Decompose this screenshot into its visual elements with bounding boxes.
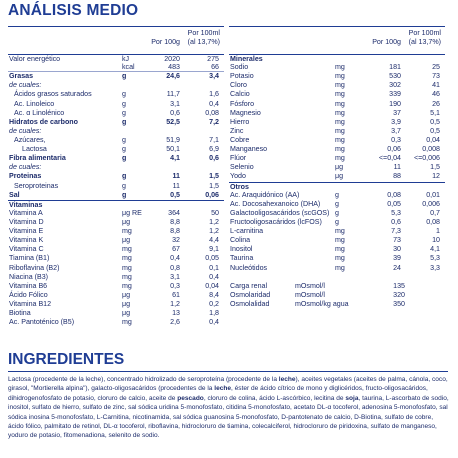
row-value-per-100g: 3,1	[170, 99, 180, 108]
row-value-per-100g: 0,3	[170, 281, 180, 290]
row-unit: μg	[122, 309, 131, 318]
row-unit: g	[122, 181, 126, 190]
row-name: Potasio	[230, 72, 254, 81]
row-value-per-100ml: 5,3	[430, 254, 440, 263]
row-value-per-100g: 13	[172, 309, 180, 318]
row-value-per-100g: 88	[393, 172, 401, 181]
table-header	[229, 26, 445, 54]
row-unit: mg	[335, 236, 345, 245]
row-value-per-100ml: 6,9	[209, 145, 219, 154]
table-row	[8, 54, 224, 63]
row-value-per-100g: 7,3	[391, 227, 401, 236]
row-name: Hidratos de carbono	[9, 117, 78, 126]
ingredients-text	[8, 375, 449, 441]
ingredient-fragment: Lactosa (procedente de la leche), concentrado hidrolizado de seroproteína (procedente de la	[8, 376, 279, 383]
row-name: Ac. Linoleico	[14, 99, 55, 108]
table-row	[8, 245, 224, 254]
table-row	[229, 90, 445, 99]
row-name: Fructooligosacáridos (lcFOS)	[230, 217, 322, 226]
row-value-per-100g: 135	[393, 281, 405, 290]
row-unit: g	[122, 190, 127, 199]
row-name: Hierro	[230, 117, 250, 126]
row-unit: μg RE	[122, 208, 142, 217]
row-name: Fósforo	[230, 99, 255, 108]
row-name: Vitamina B6	[9, 281, 48, 290]
header-per-100g: Por 100g	[151, 38, 180, 46]
row-value-per-100g: 8,8	[170, 227, 180, 236]
row-value-per-100ml: 1	[436, 227, 440, 236]
row-value-per-100ml: 1,2	[209, 227, 219, 236]
table-row	[229, 127, 445, 136]
nutrition-table-left	[8, 26, 224, 327]
table-row	[8, 309, 224, 318]
row-value-per-100ml: 1,2	[209, 217, 219, 226]
row-name: Yodo	[230, 172, 246, 181]
ingredient-fragment: , taurina, L-ascorbato de sodio, inositol, sulfato de hierro, sulfato de zinc, sal sódica uridina 5-monofosfato, citidina 5-monofosfato, acetato DL-α tocoferol, adenosina 5-monofosfato, sal sódica inosina 5-monofosfato, L-Carnitina, nicotinamida, sal sódica guanosina 5-monofosfato, D-pantotenato de calcio, D-Biotina, sulfato de cobre, ácido fólico, palmitato de retinol, DL-α tocoferol, riboflavina, hidrocloruro de tiamina, colecalciferol, hidrocloruro de piridoxina, sulfato de manganeso, yoduro de potasio, fitomenadiona, selenito de sodio.	[8, 394, 449, 440]
row-unit: mg	[335, 99, 345, 108]
row-name: Cloro	[230, 81, 247, 90]
row-name: Vitamina D	[9, 217, 44, 226]
row-value-per-100ml: 7,2	[209, 117, 219, 126]
row-name: Fibra alimentaria	[9, 154, 66, 163]
ingredient-fragment: leche	[214, 385, 232, 393]
ingredients-title: INGREDIENTES	[8, 351, 125, 368]
table-row	[229, 81, 445, 90]
row-value-per-100g: 11	[172, 181, 180, 190]
row-unit: mOsmol/l	[295, 281, 325, 290]
row-unit: mg	[122, 263, 132, 272]
header-per-100g: Por 100g	[372, 38, 401, 46]
row-value-per-100ml: 1,5	[209, 172, 219, 181]
row-value-per-100g: 73	[393, 236, 401, 245]
row-name: Zinc	[230, 126, 244, 135]
ingredient-fragment: soja	[345, 394, 359, 402]
row-value-per-100ml: 0,04	[426, 135, 440, 144]
table-row	[8, 154, 224, 163]
ingredient-fragment: pescado	[177, 394, 204, 402]
row-name: Proteinas	[9, 172, 42, 181]
row-unit: μg	[122, 236, 131, 245]
row-value-per-100ml: 0,06	[205, 190, 219, 199]
row-name: Ácido Fólico	[9, 290, 48, 299]
row-name: Grasas	[9, 72, 34, 81]
table-row	[8, 236, 224, 245]
row-value-per-100g: 2020	[164, 55, 180, 63]
row-value-per-100ml: 275	[207, 55, 219, 63]
row-value-per-100ml: 0,01	[426, 190, 440, 199]
table-row	[229, 63, 445, 72]
row-name: de cuales:	[9, 81, 42, 90]
row-name: Vitamina C	[9, 245, 44, 254]
row-unit: mg	[335, 227, 345, 236]
row-name: Riboflavina (B2)	[9, 263, 60, 272]
row-value-per-100ml: 1,5	[209, 181, 219, 190]
table-row	[8, 254, 224, 263]
row-name: Ácidos grasos saturados	[14, 90, 92, 99]
table-row	[229, 72, 445, 81]
row-value-per-100ml: 4,1	[430, 245, 440, 254]
row-unit: mg	[335, 63, 345, 72]
row-value-per-100g: 24	[393, 263, 401, 272]
row-value-per-100ml: 0,4	[209, 318, 219, 327]
row-name: de cuales:	[9, 126, 42, 135]
row-value-per-100g: 61	[172, 290, 180, 299]
right-rows	[229, 54, 445, 309]
row-value-per-100g: 2,6	[170, 318, 180, 327]
table-row	[8, 318, 224, 327]
table-row	[8, 63, 224, 72]
table-row	[229, 163, 445, 172]
row-value-per-100g: 3,1	[170, 272, 180, 281]
row-value-per-100g: 50,1	[166, 145, 180, 154]
row-name: Colina	[230, 236, 251, 245]
row-value-per-100ml: 0,008	[422, 145, 440, 154]
row-name: Seroproteinas	[14, 181, 59, 190]
row-value-per-100g: 0,8	[170, 263, 180, 272]
table-row	[229, 172, 445, 181]
row-value-per-100g: 11	[393, 163, 401, 172]
row-name: Carga renal	[230, 281, 268, 290]
row-value-per-100ml: 0,5	[430, 126, 440, 135]
row-value-per-100ml: 0,05	[205, 254, 219, 263]
row-unit: kcal	[122, 63, 135, 72]
row-unit: mOsmol/kg agua	[295, 299, 349, 308]
row-unit: μg	[122, 290, 131, 299]
row-value-per-100ml: 0,04	[205, 281, 219, 290]
row-value-per-100g: 0,05	[387, 199, 401, 208]
row-unit: μg	[335, 172, 344, 181]
table-row	[229, 300, 445, 309]
row-unit: mg	[335, 245, 345, 254]
row-unit: μg	[122, 217, 131, 226]
table-row	[8, 172, 224, 181]
row-name: Otros	[230, 182, 249, 191]
table-row	[8, 145, 224, 154]
row-unit: g	[122, 117, 127, 126]
row-name: Tiamina (B1)	[9, 254, 50, 263]
row-unit: g	[335, 190, 339, 199]
table-row	[229, 227, 445, 236]
row-unit: g	[122, 154, 127, 163]
row-name: Vitamina E	[9, 227, 44, 236]
row-value-per-100g: 4,1	[170, 154, 180, 163]
row-unit: mg	[122, 272, 132, 281]
row-value-per-100ml: 46	[432, 90, 440, 99]
table-row	[8, 227, 224, 236]
row-value-per-100ml: 1,8	[209, 309, 219, 318]
row-unit: μg	[335, 163, 344, 172]
row-value-per-100ml: 10	[432, 236, 440, 245]
row-value-per-100g: 8,8	[170, 217, 180, 226]
row-unit: g	[335, 208, 339, 217]
table-row	[229, 254, 445, 263]
row-value-per-100g: 364	[168, 208, 180, 217]
row-name: Minerales	[230, 55, 263, 63]
table-header	[8, 26, 224, 54]
row-unit: mg	[335, 72, 345, 81]
table-row	[8, 136, 224, 145]
row-value-per-100g: 11	[172, 172, 180, 181]
ingredient-fragment: leche	[278, 376, 296, 383]
table-row	[229, 109, 445, 118]
row-name: Osmolaridad	[230, 290, 271, 299]
table-row	[229, 245, 445, 254]
row-name: Taurina	[230, 254, 254, 263]
row-unit: mOsmol/l	[295, 290, 325, 299]
row-name: Galactooligosacáridos (scGOS)	[230, 208, 330, 217]
row-name: Manganeso	[230, 145, 268, 154]
row-unit: g	[122, 135, 126, 144]
row-name: Calcio	[230, 90, 250, 99]
table-row	[229, 236, 445, 245]
row-unit: g	[122, 90, 126, 99]
table-row	[229, 273, 445, 282]
table-row	[229, 218, 445, 227]
row-value-per-100ml: 1,5	[430, 163, 440, 172]
row-value-per-100g: 32	[172, 236, 180, 245]
table-row	[229, 145, 445, 154]
row-value-per-100g: 37	[393, 108, 401, 117]
row-value-per-100ml: 0,6	[209, 154, 219, 163]
row-name: Vitamina B12	[9, 299, 52, 308]
row-value-per-100ml: 7,1	[209, 135, 219, 144]
table-row	[8, 191, 224, 200]
row-value-per-100g: 350	[393, 299, 405, 308]
row-value-per-100g: 11,7	[166, 90, 180, 99]
row-unit: mg	[335, 81, 345, 90]
row-unit: mg	[335, 145, 345, 154]
row-unit: g	[122, 108, 126, 117]
row-value-per-100g: 30	[393, 245, 401, 254]
header-per-100ml: Por 100ml	[408, 29, 441, 37]
row-unit: mg	[122, 281, 132, 290]
row-name: Nucleótidos	[230, 263, 268, 272]
row-value-per-100ml: 12	[432, 172, 440, 181]
table-row	[229, 182, 445, 191]
table-row	[8, 163, 224, 172]
row-value-per-100g: 190	[389, 99, 401, 108]
row-value-per-100g: 483	[168, 63, 180, 72]
row-name: Flúor	[230, 154, 247, 163]
row-name: Vitamina A	[9, 208, 43, 217]
row-name: Sodio	[230, 63, 249, 72]
row-value-per-100ml: 66	[211, 63, 219, 72]
ingredients-divider	[8, 371, 448, 372]
row-value-per-100g: 181	[389, 63, 401, 72]
row-value-per-100g: 5,3	[391, 208, 401, 217]
row-value-per-100ml: 0,2	[209, 299, 219, 308]
row-value-per-100ml: 0,08	[426, 217, 440, 226]
row-value-per-100ml: 0,006	[422, 199, 440, 208]
row-value-per-100g: 51,9	[166, 135, 180, 144]
row-name: Vitamina K	[9, 236, 44, 245]
row-name: Osmolalidad	[230, 299, 270, 308]
row-unit: mg	[335, 108, 345, 117]
row-value-per-100ml: 73	[432, 72, 440, 81]
row-name: Inositol	[230, 245, 253, 254]
table-row	[229, 282, 445, 291]
row-value-per-100g: 320	[393, 290, 405, 299]
row-value-per-100g: 0,3	[391, 135, 401, 144]
row-value-per-100ml: <=0,006	[413, 154, 440, 163]
row-name: de cuales:	[9, 163, 42, 172]
row-value-per-100g: 530	[389, 72, 401, 81]
row-value-per-100g: 52,5	[166, 117, 180, 126]
header-pct: (al 13,7%)	[187, 37, 220, 46]
row-value-per-100ml: 3,3	[430, 263, 440, 272]
table-row	[8, 100, 224, 109]
row-value-per-100g: 0,6	[391, 217, 401, 226]
row-unit: kJ	[122, 55, 130, 63]
row-unit: μg	[122, 299, 131, 308]
row-unit: mg	[335, 126, 345, 135]
row-value-per-100ml: 26	[432, 99, 440, 108]
table-row	[229, 136, 445, 145]
row-unit: g	[122, 72, 127, 81]
row-value-per-100ml: 50	[211, 208, 219, 217]
row-value-per-100g: 24,6	[166, 72, 180, 81]
table-row	[8, 109, 224, 118]
row-value-per-100g: 0,06	[387, 145, 401, 154]
row-unit: mg	[335, 135, 345, 144]
table-row	[8, 182, 224, 191]
ingredient-fragment: ), aceites vegetales (aceites de palma, cánola, coco, girasol, "Mortierella alpina"), galacto-oligosacáridos (procedentes de la	[8, 376, 448, 393]
row-name: Ac. Pantoténico (B5)	[9, 318, 75, 327]
analysis-title: ANÁLISIS MEDIO	[8, 2, 139, 19]
row-value-per-100ml: 9,1	[209, 245, 219, 254]
row-unit: mg	[122, 254, 132, 263]
row-value-per-100ml: 1,6	[209, 90, 219, 99]
row-name: Vitaminas	[9, 200, 43, 209]
table-row	[8, 118, 224, 127]
nutrition-table-right	[229, 26, 445, 309]
row-value-per-100ml: 0,5	[430, 117, 440, 126]
table-row	[8, 300, 224, 309]
row-value-per-100ml: 3,4	[209, 72, 219, 81]
row-value-per-100g: 339	[389, 90, 401, 99]
table-row	[8, 282, 224, 291]
table-row	[8, 264, 224, 273]
table-row	[229, 154, 445, 163]
row-unit: mg	[122, 245, 132, 254]
row-value-per-100g: 0,4	[170, 254, 180, 263]
row-name: Ac. Araquidónico (AA)	[230, 190, 300, 199]
row-value-per-100g: 0,5	[170, 190, 180, 199]
row-unit: mg	[122, 318, 132, 327]
row-value-per-100g: 3,7	[391, 126, 401, 135]
row-value-per-100g: 39	[393, 254, 401, 263]
row-value-per-100ml: 41	[432, 81, 440, 90]
table-row	[8, 72, 224, 81]
row-unit: mg	[335, 117, 345, 126]
row-value-per-100g: 302	[389, 81, 401, 90]
table-row	[8, 127, 224, 136]
left-rows	[8, 54, 224, 327]
table-row	[8, 273, 224, 282]
row-value-per-100g: <=0,04	[378, 154, 401, 163]
header-pct: (al 13,7%)	[408, 37, 441, 46]
row-value-per-100ml: 8,4	[209, 290, 219, 299]
row-name: L-carnitina	[230, 227, 264, 236]
row-name: Valor energético	[9, 55, 61, 63]
table-row	[229, 209, 445, 218]
row-unit: g	[335, 217, 339, 226]
ingredient-fragment: , éster de ácido cítrico de mono y diglicéridos, fructo-oligosacáridos, dihidrogenofosfato de potasio, cloruro de calcio, aceite de	[8, 385, 428, 402]
row-unit: g	[335, 199, 339, 208]
table-row	[229, 191, 445, 200]
table-row	[229, 54, 445, 63]
table-row	[8, 90, 224, 99]
table-row	[8, 218, 224, 227]
row-value-per-100ml: 0,08	[205, 108, 219, 117]
row-name: Magnesio	[230, 108, 261, 117]
table-row	[8, 200, 224, 209]
table-row	[229, 100, 445, 109]
row-value-per-100g: 67	[172, 245, 180, 254]
row-name: Ac. α Linolénico	[14, 108, 65, 117]
row-value-per-100g: 3,9	[391, 117, 401, 126]
row-value-per-100ml: 4,4	[209, 236, 219, 245]
row-value-per-100ml: 0,4	[209, 272, 219, 281]
row-unit: g	[122, 172, 127, 181]
row-value-per-100ml: 0,1	[209, 263, 219, 272]
row-unit: g	[122, 99, 126, 108]
table-row	[8, 209, 224, 218]
table-row	[229, 291, 445, 300]
row-value-per-100ml: 5,1	[430, 108, 440, 117]
row-unit: mg	[122, 227, 132, 236]
row-value-per-100g: 0,08	[387, 190, 401, 199]
row-name: Selenio	[230, 163, 254, 172]
row-unit: mg	[335, 254, 345, 263]
row-name: Cobre	[230, 135, 250, 144]
row-unit: g	[122, 145, 126, 154]
row-name: Azúcares,	[14, 135, 46, 144]
row-unit: mg	[335, 263, 345, 272]
table-row	[229, 264, 445, 273]
row-value-per-100g: 0,6	[170, 108, 180, 117]
row-name: Niacina (B3)	[9, 272, 49, 281]
row-value-per-100ml: 25	[432, 63, 440, 72]
row-value-per-100ml: 0,7	[430, 208, 440, 217]
ingredient-fragment: , cloruro de colina, ácido L-ascórbico, lecitina de	[203, 394, 346, 402]
row-name: Lactosa	[22, 145, 47, 154]
row-value-per-100g: 1,2	[170, 299, 180, 308]
row-name: Ac. Docosahexanoico (DHA)	[230, 199, 321, 208]
table-row	[229, 200, 445, 209]
table-row	[8, 291, 224, 300]
row-unit: mg	[335, 90, 345, 99]
header-per-100ml: Por 100ml	[187, 29, 220, 37]
row-unit: mg	[335, 154, 345, 163]
table-row	[229, 118, 445, 127]
row-name: Biotina	[9, 309, 31, 318]
row-value-per-100ml: 0,4	[209, 99, 219, 108]
row-name: Sal	[9, 190, 20, 199]
